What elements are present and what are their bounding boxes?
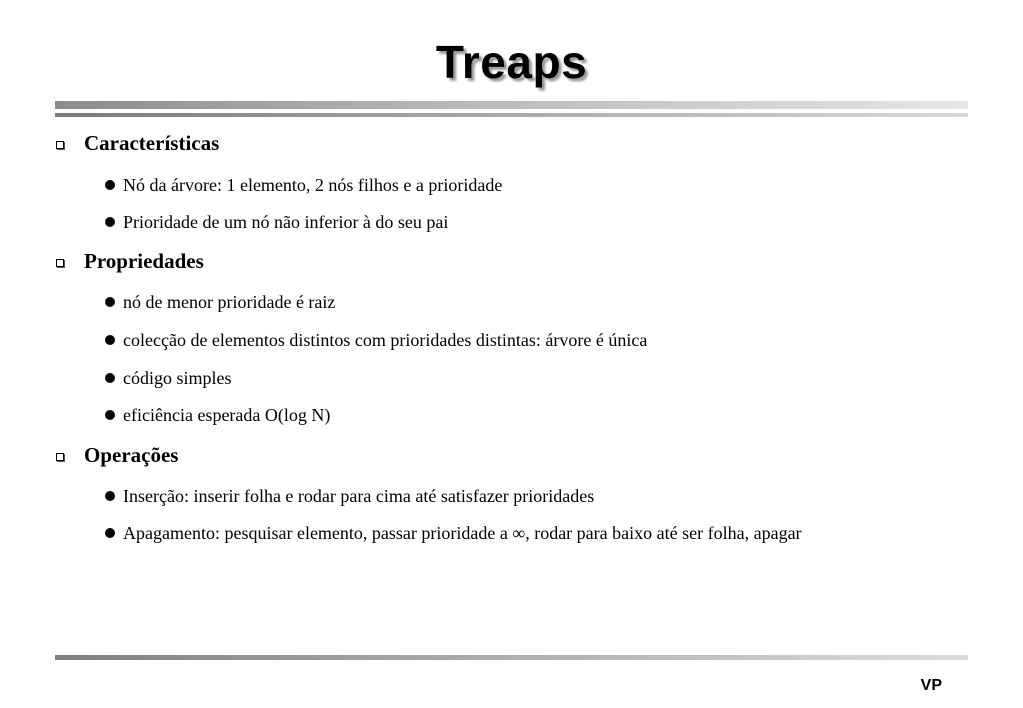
- section-heading: Características: [84, 131, 220, 155]
- round-bullet-icon: [105, 217, 115, 227]
- title-rule-thin: [55, 113, 968, 117]
- title-rule-thick: [55, 101, 968, 109]
- footer-rule: [55, 655, 968, 660]
- hollow-square-bullet-icon: [56, 259, 64, 267]
- list-item: [105, 174, 502, 196]
- round-bullet-icon: [105, 180, 115, 190]
- list-item: [105, 522, 802, 544]
- footer-label: VP: [920, 677, 942, 694]
- section-operacoes: [56, 442, 178, 468]
- list-item-text: colecção de elementos distintos com prioridades distintas: árvore é única: [123, 330, 648, 350]
- list-item-text: código simples: [123, 368, 232, 388]
- list-item-text: Nó da árvore: 1 elemento, 2 nós filhos e a prioridade: [123, 175, 503, 195]
- slide-title: Treaps: [435, 36, 588, 88]
- round-bullet-icon: [105, 373, 115, 383]
- list-item-text: Prioridade de um nó não inferior à do seu pai: [123, 212, 449, 232]
- section-propriedades: [56, 248, 204, 274]
- list-item-text: Apagamento: pesquisar elemento, passar prioridade a ∞, rodar para baixo até ser folha, apagar: [123, 523, 802, 543]
- round-bullet-icon: [105, 491, 115, 501]
- round-bullet-icon: [105, 297, 115, 307]
- hollow-square-bullet-icon: [56, 141, 64, 149]
- section-caracteristicas: [56, 130, 219, 156]
- list-item: [105, 485, 594, 507]
- section-heading: Operações: [84, 443, 179, 467]
- list-item: [105, 211, 448, 233]
- round-bullet-icon: [105, 528, 115, 538]
- hollow-square-bullet-icon: [56, 453, 64, 461]
- list-item: [105, 329, 647, 351]
- list-item-text: eficiência esperada O(log N): [123, 405, 331, 425]
- list-item-text: nó de menor prioridade é raiz: [123, 292, 336, 312]
- round-bullet-icon: [105, 335, 115, 345]
- list-item: [105, 404, 330, 426]
- list-item-text: Inserção: inserir folha e rodar para cima até satisfazer prioridades: [123, 486, 595, 506]
- section-heading: Propriedades: [84, 249, 204, 273]
- round-bullet-icon: [105, 410, 115, 420]
- list-item: [105, 291, 335, 313]
- list-item: [105, 367, 232, 389]
